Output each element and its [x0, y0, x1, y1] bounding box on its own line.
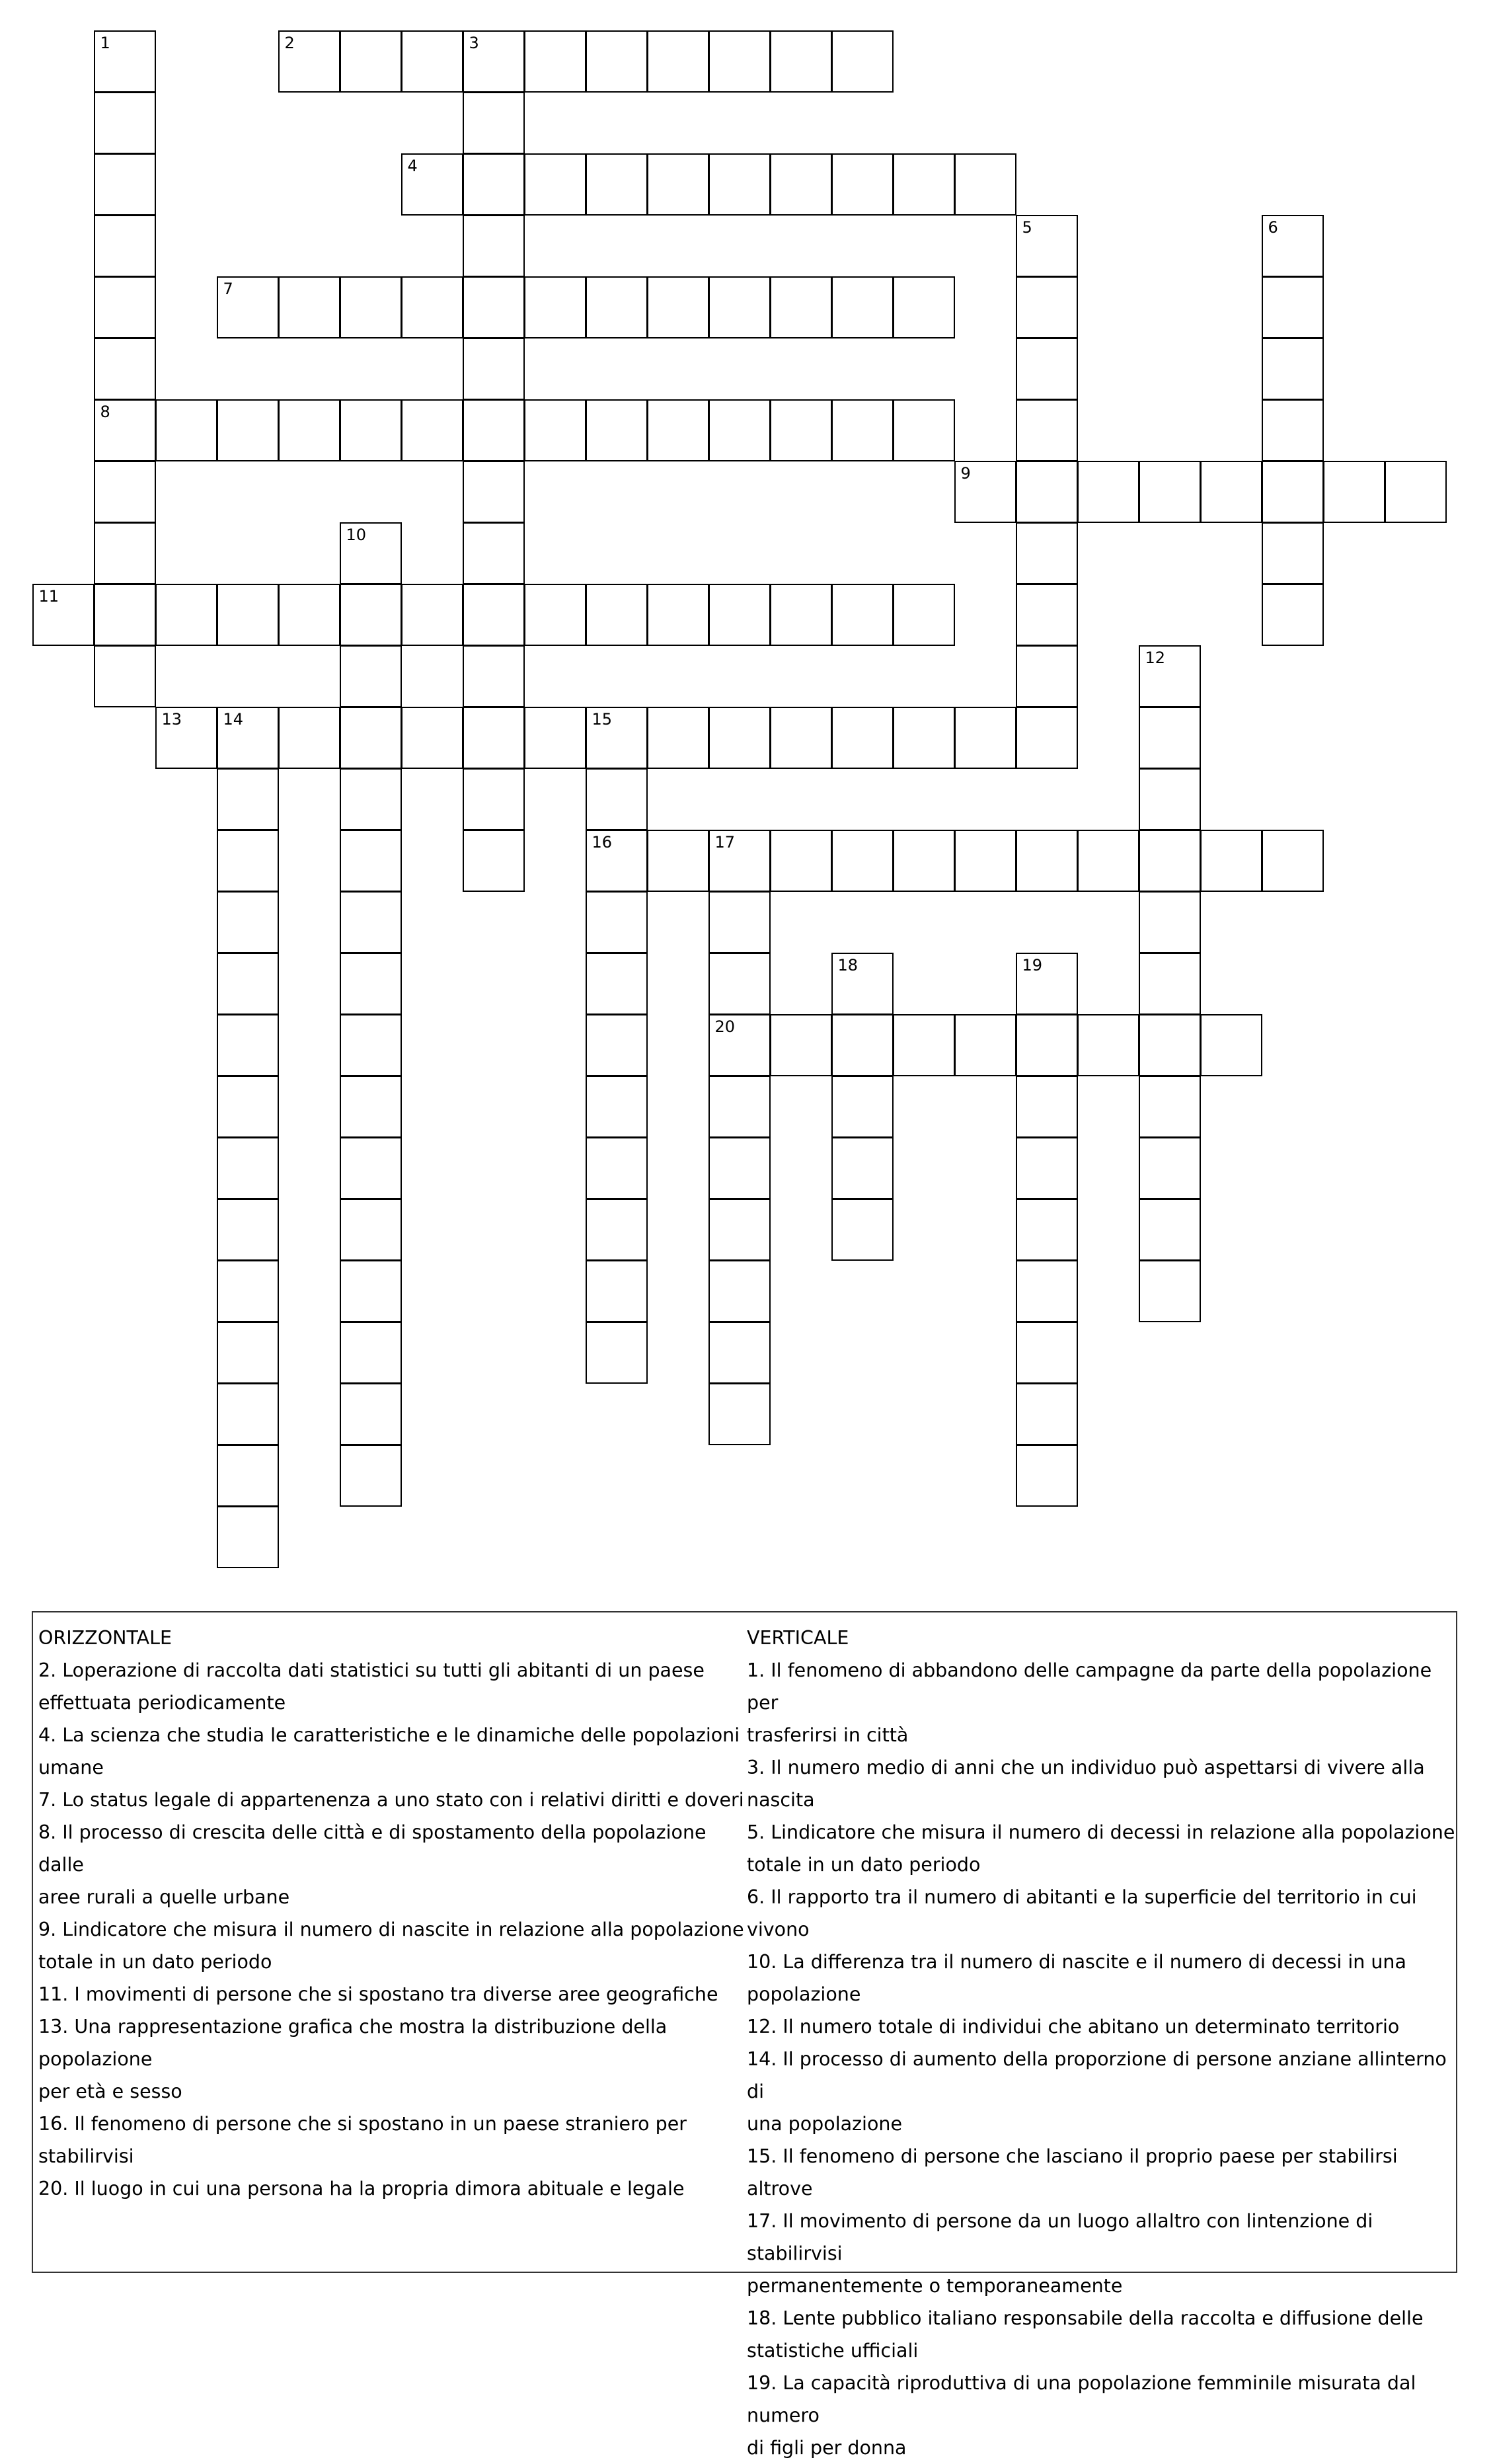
grid-cell[interactable] — [1016, 399, 1078, 461]
grid-cell[interactable] — [217, 707, 279, 769]
clue-line: 2. Loperazione di raccolta dati statistici su tutti gli abitanti di un paese — [38, 1659, 705, 1681]
grid-cell[interactable] — [1077, 1014, 1139, 1076]
grid-cell[interactable] — [1139, 891, 1201, 953]
grid-cell[interactable] — [94, 215, 156, 277]
grid-cell[interactable] — [217, 399, 279, 461]
grid-cell[interactable] — [1016, 953, 1078, 1015]
grid-cell[interactable] — [770, 276, 832, 338]
grid-cell[interactable] — [217, 891, 279, 953]
clue-line: totale in un dato periodo — [38, 1951, 272, 1973]
grid-cell[interactable] — [463, 153, 525, 216]
grid-cell[interactable] — [340, 1260, 402, 1322]
grid-cell[interactable] — [401, 30, 463, 93]
grid-cell[interactable] — [1016, 707, 1078, 769]
grid-cell[interactable] — [1262, 276, 1324, 338]
grid-cell[interactable] — [278, 399, 340, 461]
grid-cell[interactable] — [1016, 645, 1078, 707]
grid-cell[interactable] — [1016, 1137, 1078, 1199]
grid-cell[interactable] — [1262, 830, 1324, 892]
clue-number: 1 — [100, 33, 110, 52]
grid-cell[interactable] — [708, 1014, 771, 1076]
clue-line: statistiche ufficiali — [747, 2340, 919, 2362]
grid-cell[interactable] — [1139, 461, 1201, 523]
clue-number: 7 — [223, 279, 233, 298]
grid-cell[interactable] — [586, 1137, 648, 1199]
grid-cell[interactable] — [278, 707, 340, 769]
grid-cell[interactable] — [524, 707, 586, 769]
clue-line: aree rurali a quelle urbane — [38, 1886, 290, 1908]
grid-cell[interactable] — [708, 1137, 771, 1199]
grid-cell[interactable] — [94, 399, 156, 461]
grid-cell[interactable] — [155, 707, 217, 769]
clues-box — [32, 1611, 1457, 2459]
grid-cell[interactable] — [463, 830, 525, 892]
grid-cell[interactable] — [1200, 461, 1262, 523]
grid-cell[interactable] — [708, 1383, 771, 1445]
grid-cell[interactable] — [463, 645, 525, 707]
grid-cell[interactable] — [831, 399, 894, 461]
grid-cell[interactable] — [770, 153, 832, 216]
grid-cell[interactable] — [954, 461, 1016, 523]
grid-cell[interactable] — [217, 1322, 279, 1384]
grid-cell[interactable] — [770, 707, 832, 769]
grid-cell[interactable] — [954, 830, 1016, 892]
grid-cell[interactable] — [463, 276, 525, 338]
grid-cell[interactable] — [1200, 830, 1262, 892]
clue-line: per età e sesso — [38, 2081, 182, 2102]
grid-cell[interactable] — [1262, 215, 1324, 277]
grid-cell[interactable] — [340, 1076, 402, 1138]
grid-cell[interactable] — [1016, 215, 1078, 277]
grid-cell[interactable] — [217, 1383, 279, 1445]
clue-number: 20 — [714, 1017, 736, 1036]
grid-cell[interactable] — [1016, 584, 1078, 646]
grid-cell[interactable] — [954, 1014, 1016, 1076]
grid-cell[interactable] — [94, 645, 156, 707]
grid-cell[interactable] — [1016, 1076, 1078, 1138]
clue-number: 9 — [960, 463, 971, 483]
grid-cell[interactable] — [278, 584, 340, 646]
grid-cell[interactable] — [1385, 461, 1447, 523]
grid-cell[interactable] — [217, 1445, 279, 1507]
grid-cell[interactable] — [1139, 1076, 1201, 1138]
grid-cell[interactable] — [1016, 1322, 1078, 1384]
grid-cell[interactable] — [893, 584, 955, 646]
clue-number: 16 — [592, 832, 613, 852]
clue-line: effettuata periodicamente — [38, 1692, 286, 1714]
grid-cell[interactable] — [586, 1199, 648, 1261]
grid-cell[interactable] — [217, 584, 279, 646]
clue-line: popolazione — [747, 1983, 861, 2005]
grid-cell[interactable] — [893, 399, 955, 461]
grid-cell[interactable] — [340, 1137, 402, 1199]
grid-cell[interactable] — [954, 153, 1016, 216]
grid-cell[interactable] — [524, 30, 586, 93]
clue-number: 2 — [284, 33, 295, 52]
grid-cell[interactable] — [770, 399, 832, 461]
grid-cell[interactable] — [340, 1445, 402, 1507]
grid-cell[interactable] — [217, 1506, 279, 1568]
grid-cell[interactable] — [586, 1076, 648, 1138]
clue-number: 15 — [592, 709, 613, 729]
down-clues — [747, 1622, 1457, 2464]
grid-cell[interactable] — [708, 30, 771, 93]
grid-cell[interactable] — [1016, 338, 1078, 400]
grid-cell[interactable] — [401, 707, 463, 769]
grid-cell[interactable] — [340, 584, 402, 646]
grid-cell[interactable] — [647, 153, 709, 216]
grid-cell[interactable] — [708, 153, 771, 216]
grid-cell[interactable] — [217, 1199, 279, 1261]
grid-cell[interactable] — [831, 1014, 894, 1076]
grid-cell[interactable] — [708, 399, 771, 461]
grid-cell[interactable] — [1139, 768, 1201, 830]
grid-cell[interactable] — [1139, 645, 1201, 707]
grid-cell[interactable] — [1016, 522, 1078, 584]
grid-cell[interactable] — [340, 1322, 402, 1384]
grid-cell[interactable] — [463, 338, 525, 400]
grid-cell[interactable] — [340, 707, 402, 769]
grid-cell[interactable] — [586, 707, 648, 769]
grid-cell[interactable] — [831, 30, 894, 93]
grid-cell[interactable] — [708, 707, 771, 769]
grid-cell[interactable] — [1016, 461, 1078, 523]
grid-cell[interactable] — [831, 707, 894, 769]
grid-cell[interactable] — [647, 276, 709, 338]
grid-cell[interactable] — [893, 830, 955, 892]
grid-cell[interactable] — [708, 1322, 771, 1384]
grid-cell[interactable] — [463, 768, 525, 830]
clue-line: 4. La scienza che studia le caratteristiche e le dinamiche delle popolazioni — [38, 1724, 740, 1746]
grid-cell[interactable] — [340, 1383, 402, 1445]
grid-cell[interactable] — [708, 1199, 771, 1261]
grid-cell[interactable] — [647, 830, 709, 892]
across-clues — [38, 1622, 753, 2205]
grid-cell[interactable] — [155, 399, 217, 461]
grid-cell[interactable] — [1016, 276, 1078, 338]
grid-cell[interactable] — [831, 276, 894, 338]
grid-cell[interactable] — [401, 153, 463, 216]
grid-cell[interactable] — [893, 276, 955, 338]
grid-cell[interactable] — [1016, 830, 1078, 892]
grid-cell[interactable] — [708, 891, 771, 953]
grid-cell[interactable] — [770, 584, 832, 646]
grid-cell[interactable] — [586, 399, 648, 461]
grid-cell[interactable] — [340, 30, 402, 93]
grid-cell[interactable] — [94, 30, 156, 93]
grid-cell[interactable] — [831, 830, 894, 892]
grid-cell[interactable] — [831, 153, 894, 216]
grid-cell[interactable] — [831, 584, 894, 646]
clue-number: 18 — [837, 955, 859, 974]
grid-cell[interactable] — [770, 830, 832, 892]
grid-cell[interactable] — [94, 461, 156, 523]
clue-number: 4 — [407, 156, 418, 175]
grid-cell[interactable] — [586, 830, 648, 892]
grid-cell[interactable] — [1016, 1383, 1078, 1445]
down-clue-list — [747, 1654, 1457, 2464]
clue-line: 20. Il luogo in cui una persona ha la propria dimora abituale e legale — [38, 2178, 685, 2200]
grid-cell[interactable] — [586, 30, 648, 93]
grid-cell[interactable] — [708, 276, 771, 338]
grid-cell[interactable] — [340, 522, 402, 584]
clue-number: 14 — [223, 709, 244, 729]
clue-line: totale in un dato periodo — [747, 1854, 981, 1876]
grid-cell[interactable] — [463, 30, 525, 93]
clue-line: 16. Il fenomeno di persone che si spostano in un paese straniero per stabilirvisi — [38, 2113, 687, 2167]
grid-cell[interactable] — [217, 1014, 279, 1076]
grid-cell[interactable] — [1077, 830, 1139, 892]
grid-cell[interactable] — [1016, 1014, 1078, 1076]
grid-cell[interactable] — [893, 1014, 955, 1076]
grid-cell[interactable] — [893, 153, 955, 216]
grid-cell[interactable] — [586, 1322, 648, 1384]
grid-cell[interactable] — [708, 1076, 771, 1138]
clue-line: di figli per donna — [747, 2437, 907, 2459]
grid-cell[interactable] — [32, 584, 95, 646]
grid-cell[interactable] — [524, 153, 586, 216]
grid-cell[interactable] — [94, 338, 156, 400]
clue-number: 6 — [1268, 218, 1278, 237]
grid-cell[interactable] — [463, 707, 525, 769]
grid-cell[interactable] — [524, 276, 586, 338]
grid-cell[interactable] — [463, 92, 525, 154]
grid-cell[interactable] — [586, 1014, 648, 1076]
grid-cell[interactable] — [524, 399, 586, 461]
grid-cell[interactable] — [217, 1137, 279, 1199]
grid-cell[interactable] — [463, 215, 525, 277]
clue-line: 12. Il numero totale di individui che abitano un determinato territorio — [747, 2016, 1400, 2038]
grid-cell[interactable] — [586, 276, 648, 338]
clue-line: 6. Il rapporto tra il numero di abitanti e la superficie del territorio in cui vivono — [747, 1886, 1417, 1940]
grid-cell[interactable] — [524, 584, 586, 646]
grid-cell[interactable] — [94, 522, 156, 584]
clue-number: 10 — [346, 525, 367, 544]
grid-cell[interactable] — [1139, 1014, 1201, 1076]
grid-cell[interactable] — [401, 276, 463, 338]
grid-cell[interactable] — [1262, 399, 1324, 461]
clue-number: 19 — [1022, 955, 1043, 974]
grid-cell[interactable] — [217, 768, 279, 830]
grid-cell[interactable] — [647, 584, 709, 646]
grid-cell[interactable] — [586, 584, 648, 646]
grid-cell[interactable] — [708, 830, 771, 892]
grid-cell[interactable] — [831, 1199, 894, 1261]
grid-cell[interactable] — [1262, 522, 1324, 584]
grid-cell[interactable] — [831, 1076, 894, 1138]
grid-cell[interactable] — [340, 399, 402, 461]
grid-cell[interactable] — [217, 276, 279, 338]
clue-line: 10. La differenza tra il numero di nascite e il numero di decessi in una — [747, 1951, 1406, 1973]
clue-line: 3. Il numero medio di anni che un individuo può aspettarsi di vivere alla nascita — [747, 1757, 1425, 1811]
grid-cell[interactable] — [340, 768, 402, 830]
clue-line: permanentemente o temporaneamente — [747, 2275, 1123, 2297]
grid-cell[interactable] — [586, 891, 648, 953]
grid-cell[interactable] — [401, 399, 463, 461]
grid-cell[interactable] — [1016, 1199, 1078, 1261]
grid-cell[interactable] — [463, 584, 525, 646]
grid-cell[interactable] — [340, 1014, 402, 1076]
clue-number: 8 — [100, 402, 110, 421]
clue-number: 3 — [469, 33, 479, 52]
grid-cell[interactable] — [708, 584, 771, 646]
clue-line: 15. Il fenomeno di persone che lasciano il proprio paese per stabilirsi altrove — [747, 2145, 1398, 2200]
grid-cell[interactable] — [647, 707, 709, 769]
clue-line: 1. Il fenomeno di abbandono delle campagne da parte della popolazione per — [747, 1659, 1432, 1714]
grid-cell[interactable] — [217, 1076, 279, 1138]
grid-cell[interactable] — [401, 584, 463, 646]
grid-cell[interactable] — [1262, 461, 1324, 523]
grid-cell[interactable] — [463, 461, 525, 523]
grid-cell[interactable] — [340, 1199, 402, 1261]
grid-cell[interactable] — [1139, 1137, 1201, 1199]
clue-line: umane — [38, 1757, 104, 1778]
grid-cell[interactable] — [831, 1137, 894, 1199]
grid-cell[interactable] — [954, 707, 1016, 769]
clue-number: 5 — [1022, 218, 1032, 237]
grid-cell[interactable] — [94, 276, 156, 338]
grid-cell[interactable] — [340, 645, 402, 707]
grid-cell[interactable] — [217, 953, 279, 1015]
clue-line: una popolazione — [747, 2113, 902, 2135]
clue-line: trasferirsi in città — [747, 1724, 909, 1746]
grid-cell[interactable] — [340, 953, 402, 1015]
grid-cell[interactable] — [94, 153, 156, 216]
grid-cell[interactable] — [586, 953, 648, 1015]
grid-cell[interactable] — [1262, 338, 1324, 400]
grid-cell[interactable] — [94, 584, 156, 646]
clue-number: 17 — [714, 832, 736, 852]
grid-cell[interactable] — [463, 399, 525, 461]
grid-cell[interactable] — [586, 1260, 648, 1322]
grid-cell[interactable] — [708, 1260, 771, 1322]
clue-number: 11 — [38, 586, 59, 606]
clue-line: 5. Lindicatore che misura il numero di decessi in relazione alla popolazione — [747, 1821, 1455, 1843]
clue-line: 19. La capacità riproduttiva di una popolazione femminile misurata dal numero — [747, 2372, 1416, 2426]
grid-cell[interactable] — [340, 276, 402, 338]
grid-cell[interactable] — [831, 953, 894, 1015]
grid-cell[interactable] — [647, 399, 709, 461]
grid-cell[interactable] — [278, 30, 340, 93]
grid-cell[interactable] — [586, 768, 648, 830]
grid-cell[interactable] — [1077, 461, 1139, 523]
grid-cell[interactable] — [1139, 1260, 1201, 1322]
grid-cell[interactable] — [1139, 830, 1201, 892]
grid-cell[interactable] — [770, 30, 832, 93]
grid-cell[interactable] — [217, 830, 279, 892]
grid-cell[interactable] — [463, 522, 525, 584]
clue-line: 8. Il processo di crescita delle città e di spostamento della popolazione dalle — [38, 1821, 707, 1876]
grid-cell[interactable] — [155, 584, 217, 646]
grid-cell[interactable] — [586, 153, 648, 216]
grid-cell[interactable] — [770, 1014, 832, 1076]
grid-cell[interactable] — [217, 1260, 279, 1322]
grid-cell[interactable] — [708, 953, 771, 1015]
down-heading: VERTICALE — [747, 1627, 849, 1649]
grid-cell[interactable] — [340, 830, 402, 892]
grid-cell[interactable] — [278, 276, 340, 338]
across-heading: ORIZZONTALE — [38, 1627, 172, 1649]
grid-cell[interactable] — [893, 707, 955, 769]
grid-cell[interactable] — [1262, 584, 1324, 646]
clue-line: 11. I movimenti di persone che si spostano tra diverse aree geografiche — [38, 1983, 718, 2005]
grid-cell[interactable] — [1323, 461, 1385, 523]
clue-line: 17. Il movimento di persone da un luogo allaltro con lintenzione di stabilirvisi — [747, 2210, 1373, 2264]
clue-line: 18. Lente pubblico italiano responsabile della raccolta e diffusione delle — [747, 2307, 1424, 2329]
clue-number: 13 — [161, 709, 182, 729]
clue-number: 12 — [1145, 648, 1166, 667]
grid-cell[interactable] — [1139, 707, 1201, 769]
across-clue-list — [38, 1654, 753, 2205]
grid-cell[interactable] — [1139, 1199, 1201, 1261]
grid-cell[interactable] — [94, 92, 156, 154]
grid-cell[interactable] — [1200, 1014, 1262, 1076]
grid-cell[interactable] — [1016, 1445, 1078, 1507]
grid-cell[interactable] — [1139, 953, 1201, 1015]
clue-line: 9. Lindicatore che misura il numero di nascite in relazione alla popolazione — [38, 1919, 744, 1940]
grid-cell[interactable] — [1016, 1260, 1078, 1322]
grid-cell[interactable] — [647, 30, 709, 93]
clue-line: 14. Il processo di aumento della proporzione di persone anziane allinterno di — [747, 2048, 1447, 2102]
clue-line: 13. Una rappresentazione grafica che mostra la distribuzione della popolazione — [38, 2016, 668, 2070]
grid-cell[interactable] — [340, 891, 402, 953]
clue-line: 7. Lo status legale di appartenenza a uno stato con i relativi diritti e doveri — [38, 1789, 744, 1811]
